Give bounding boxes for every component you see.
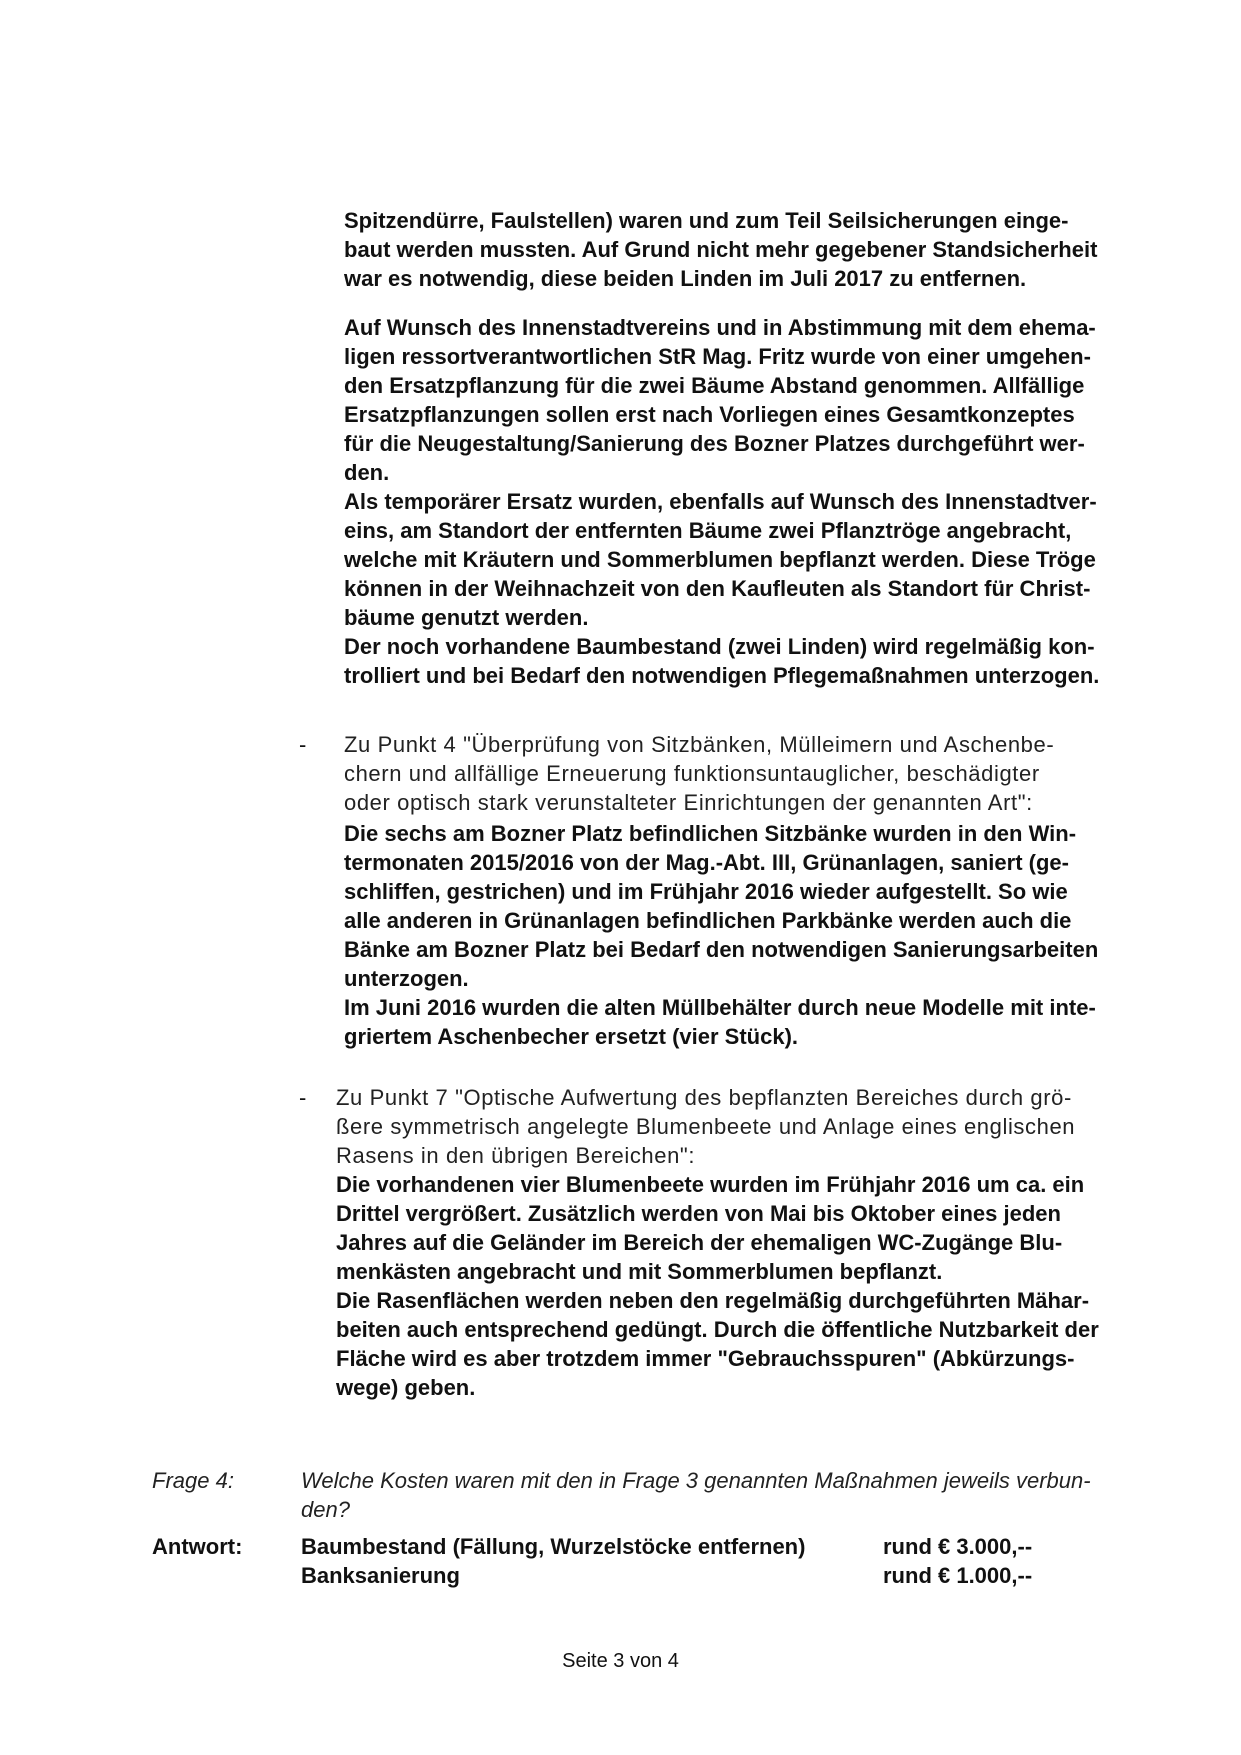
paragraph-line: trolliert und bei Bedarf den notwendigen Pflegemaßnahmen unterzogen.	[344, 663, 1100, 688]
page-number: Seite 3 von 4	[562, 1650, 679, 1672]
paragraph-line: eins, am Standort der entfernten Bäume zwei Pflanztröge angebracht,	[344, 518, 1072, 543]
point-4-answer-line: griertem Aschenbecher ersetzt (vier Stück).	[344, 1024, 799, 1049]
point-4-answer-line: Die sechs am Bozner Platz befindlichen Sitzbänke wurden in den Win-	[344, 821, 1077, 846]
point-4-heading-line: chern und allfällige Erneuerung funktionsuntauglicher, beschädigter	[344, 761, 1040, 786]
point-4-answer-line: Im Juni 2016 wurden die alten Müllbehälter durch neue Modelle mit inte-	[344, 995, 1096, 1020]
point-7-answer-line: wege) geben.	[336, 1375, 476, 1400]
paragraph-line: können in der Weihnachzeit von den Kaufleuten als Standort für Christ-	[344, 576, 1091, 601]
cost-amount: rund € 3.000,--	[883, 1534, 1033, 1559]
point-7-heading-line: ßere symmetrisch angelegte Blumenbeete und Anlage eines englischen	[336, 1114, 1076, 1139]
point-4-answer-line: schliffen, gestrichen) und im Frühjahr 2016 wieder aufgestellt. So wie	[344, 879, 1068, 904]
paragraph-line: für die Neugestaltung/Sanierung des Bozner Platzes durchgeführt wer-	[344, 431, 1085, 456]
paragraph-line: Spitzendürre, Faulstellen) waren und zum Teil Seilsicherungen einge-	[344, 208, 1069, 233]
point-4-answer-line: termonaten 2015/2016 von der Mag.-Abt. III, Grünanlagen, saniert (ge-	[344, 850, 1069, 875]
paragraph-line: ligen ressortverantwortlichen StR Mag. Fritz wurde von einer umgehen-	[344, 344, 1091, 369]
list-bullet: -	[299, 1085, 307, 1110]
paragraph-line: den.	[344, 460, 390, 485]
cost-item: Banksanierung	[301, 1563, 460, 1588]
paragraph-line: den Ersatzpflanzung für die zwei Bäume Abstand genommen. Allfällige	[344, 373, 1085, 398]
point-7-answer-line: beiten auch entsprechend gedüngt. Durch die öffentliche Nutzbarkeit der	[336, 1317, 1099, 1342]
paragraph-line: Ersatzpflanzungen sollen erst nach Vorliegen eines Gesamtkonzeptes	[344, 402, 1075, 427]
point-7-heading-line: Rasens in den übrigen Bereichen":	[336, 1143, 696, 1168]
point-7-answer-line: menkästen angebracht und mit Sommerblumen bepflanzt.	[336, 1259, 943, 1284]
answer-label: Antwort:	[152, 1534, 243, 1559]
point-7-answer-line: Die Rasenflächen werden neben den regelmäßig durchgeführten Mähar-	[336, 1288, 1090, 1313]
question-text-line: den?	[301, 1497, 350, 1522]
point-7-answer-line: Drittel vergrößert. Zusätzlich werden von Mai bis Oktober eines jeden	[336, 1201, 1061, 1226]
point-4-heading-line: Zu Punkt 4 "Überprüfung von Sitzbänken, Mülleimern und Aschenbe-	[344, 732, 1055, 757]
point-4-answer-line: unterzogen.	[344, 966, 469, 991]
paragraph-line: Als temporärer Ersatz wurden, ebenfalls auf Wunsch des Innenstadtver-	[344, 489, 1097, 514]
question-label: Frage 4:	[152, 1468, 234, 1493]
list-bullet: -	[299, 732, 307, 757]
paragraph-line: Auf Wunsch des Innenstadtvereins und in Abstimmung mit dem ehema-	[344, 315, 1096, 340]
point-7-heading-line: Zu Punkt 7 "Optische Aufwertung des bepflanzten Bereiches durch grö-	[336, 1085, 1072, 1110]
paragraph-line: welche mit Kräutern und Sommerblumen bepflanzt werden. Diese Tröge	[344, 547, 1096, 572]
paragraph-line: baut werden mussten. Auf Grund nicht mehr gegebener Standsicherheit	[344, 237, 1098, 262]
point-7-answer-line: Jahres auf die Geländer im Bereich der ehemaligen WC-Zugänge Blu-	[336, 1230, 1063, 1255]
point-4-answer-line: alle anderen in Grünanlagen befindlichen Parkbänke werden auch die	[344, 908, 1072, 933]
point-7-answer-line: Die vorhandenen vier Blumenbeete wurden im Frühjahr 2016 um ca. ein	[336, 1172, 1085, 1197]
cost-amount: rund € 1.000,--	[883, 1563, 1033, 1588]
point-4-answer-line: Bänke am Bozner Platz bei Bedarf den notwendigen Sanierungsarbeiten	[344, 937, 1099, 962]
point-7-answer-line: Fläche wird es aber trotzdem immer "Gebrauchsspuren" (Abkürzungs-	[336, 1346, 1075, 1371]
question-text-line: Welche Kosten waren mit den in Frage 3 genannten Maßnahmen jeweils verbun-	[301, 1468, 1091, 1493]
paragraph-line: Der noch vorhandene Baumbestand (zwei Linden) wird regelmäßig kon-	[344, 634, 1095, 659]
paragraph-line: bäume genutzt werden.	[344, 605, 589, 630]
point-4-heading-line: oder optisch stark verunstalteter Einrichtungen der genannten Art":	[344, 790, 1033, 815]
cost-item: Baumbestand (Fällung, Wurzelstöcke entfernen)	[301, 1534, 806, 1559]
paragraph-line: war es notwendig, diese beiden Linden im Juli 2017 zu entfernen.	[344, 266, 1027, 291]
